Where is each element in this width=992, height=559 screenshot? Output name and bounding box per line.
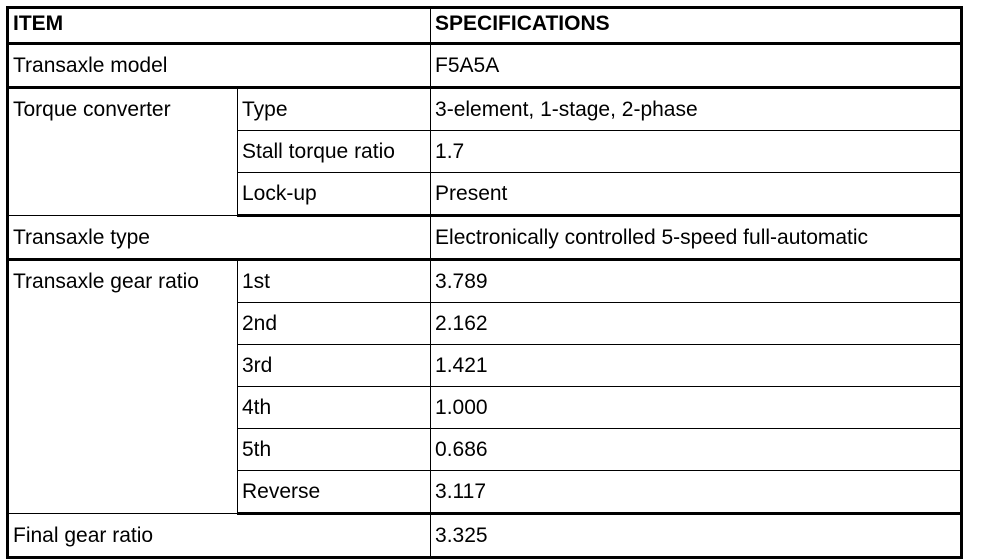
table-row-final-gear-ratio bbox=[8, 514, 962, 558]
lock-up-label: Lock-up bbox=[238, 173, 431, 216]
transaxle-type-label: Transaxle type bbox=[8, 216, 431, 260]
stall-torque-ratio-value: 1.7 bbox=[431, 131, 962, 173]
stall-torque-ratio-label: Stall torque ratio bbox=[238, 131, 431, 173]
gear-label: 1st bbox=[238, 260, 431, 303]
table-header-row bbox=[8, 8, 962, 44]
header-item: ITEM bbox=[8, 8, 431, 44]
transaxle-model-label: Transaxle model bbox=[8, 44, 431, 88]
header-specifications: SPECIFICATIONS bbox=[431, 8, 962, 44]
table-row-torque-converter-type bbox=[8, 88, 962, 131]
gear-value: 3.789 bbox=[431, 260, 962, 303]
torque-converter-type-label: Type bbox=[238, 88, 431, 131]
transaxle-type-value: Electronically controlled 5-speed full-automatic bbox=[431, 216, 962, 260]
gear-value: 2.162 bbox=[431, 303, 962, 345]
transaxle-gear-ratio-label: Transaxle gear ratio bbox=[8, 260, 238, 514]
gear-value: 0.686 bbox=[431, 429, 962, 471]
gear-label: 2nd bbox=[238, 303, 431, 345]
gear-value: 1.000 bbox=[431, 387, 962, 429]
gear-value: 3.117 bbox=[431, 471, 962, 514]
final-gear-ratio-value: 3.325 bbox=[431, 514, 962, 558]
gear-value: 1.421 bbox=[431, 345, 962, 387]
torque-converter-type-value: 3-element, 1-stage, 2-phase bbox=[431, 88, 962, 131]
gear-label: 3rd bbox=[238, 345, 431, 387]
table-row-transaxle-model bbox=[8, 44, 962, 88]
gear-label: Reverse bbox=[238, 471, 431, 514]
gear-label: 4th bbox=[238, 387, 431, 429]
gear-label: 5th bbox=[238, 429, 431, 471]
specifications-table bbox=[6, 6, 963, 559]
final-gear-ratio-label: Final gear ratio bbox=[8, 514, 431, 558]
lock-up-value: Present bbox=[431, 173, 962, 216]
transaxle-model-value: F5A5A bbox=[431, 44, 962, 88]
table-row-gear-1st bbox=[8, 260, 962, 303]
table-row-transaxle-type bbox=[8, 216, 962, 260]
torque-converter-label: Torque converter bbox=[8, 88, 238, 216]
